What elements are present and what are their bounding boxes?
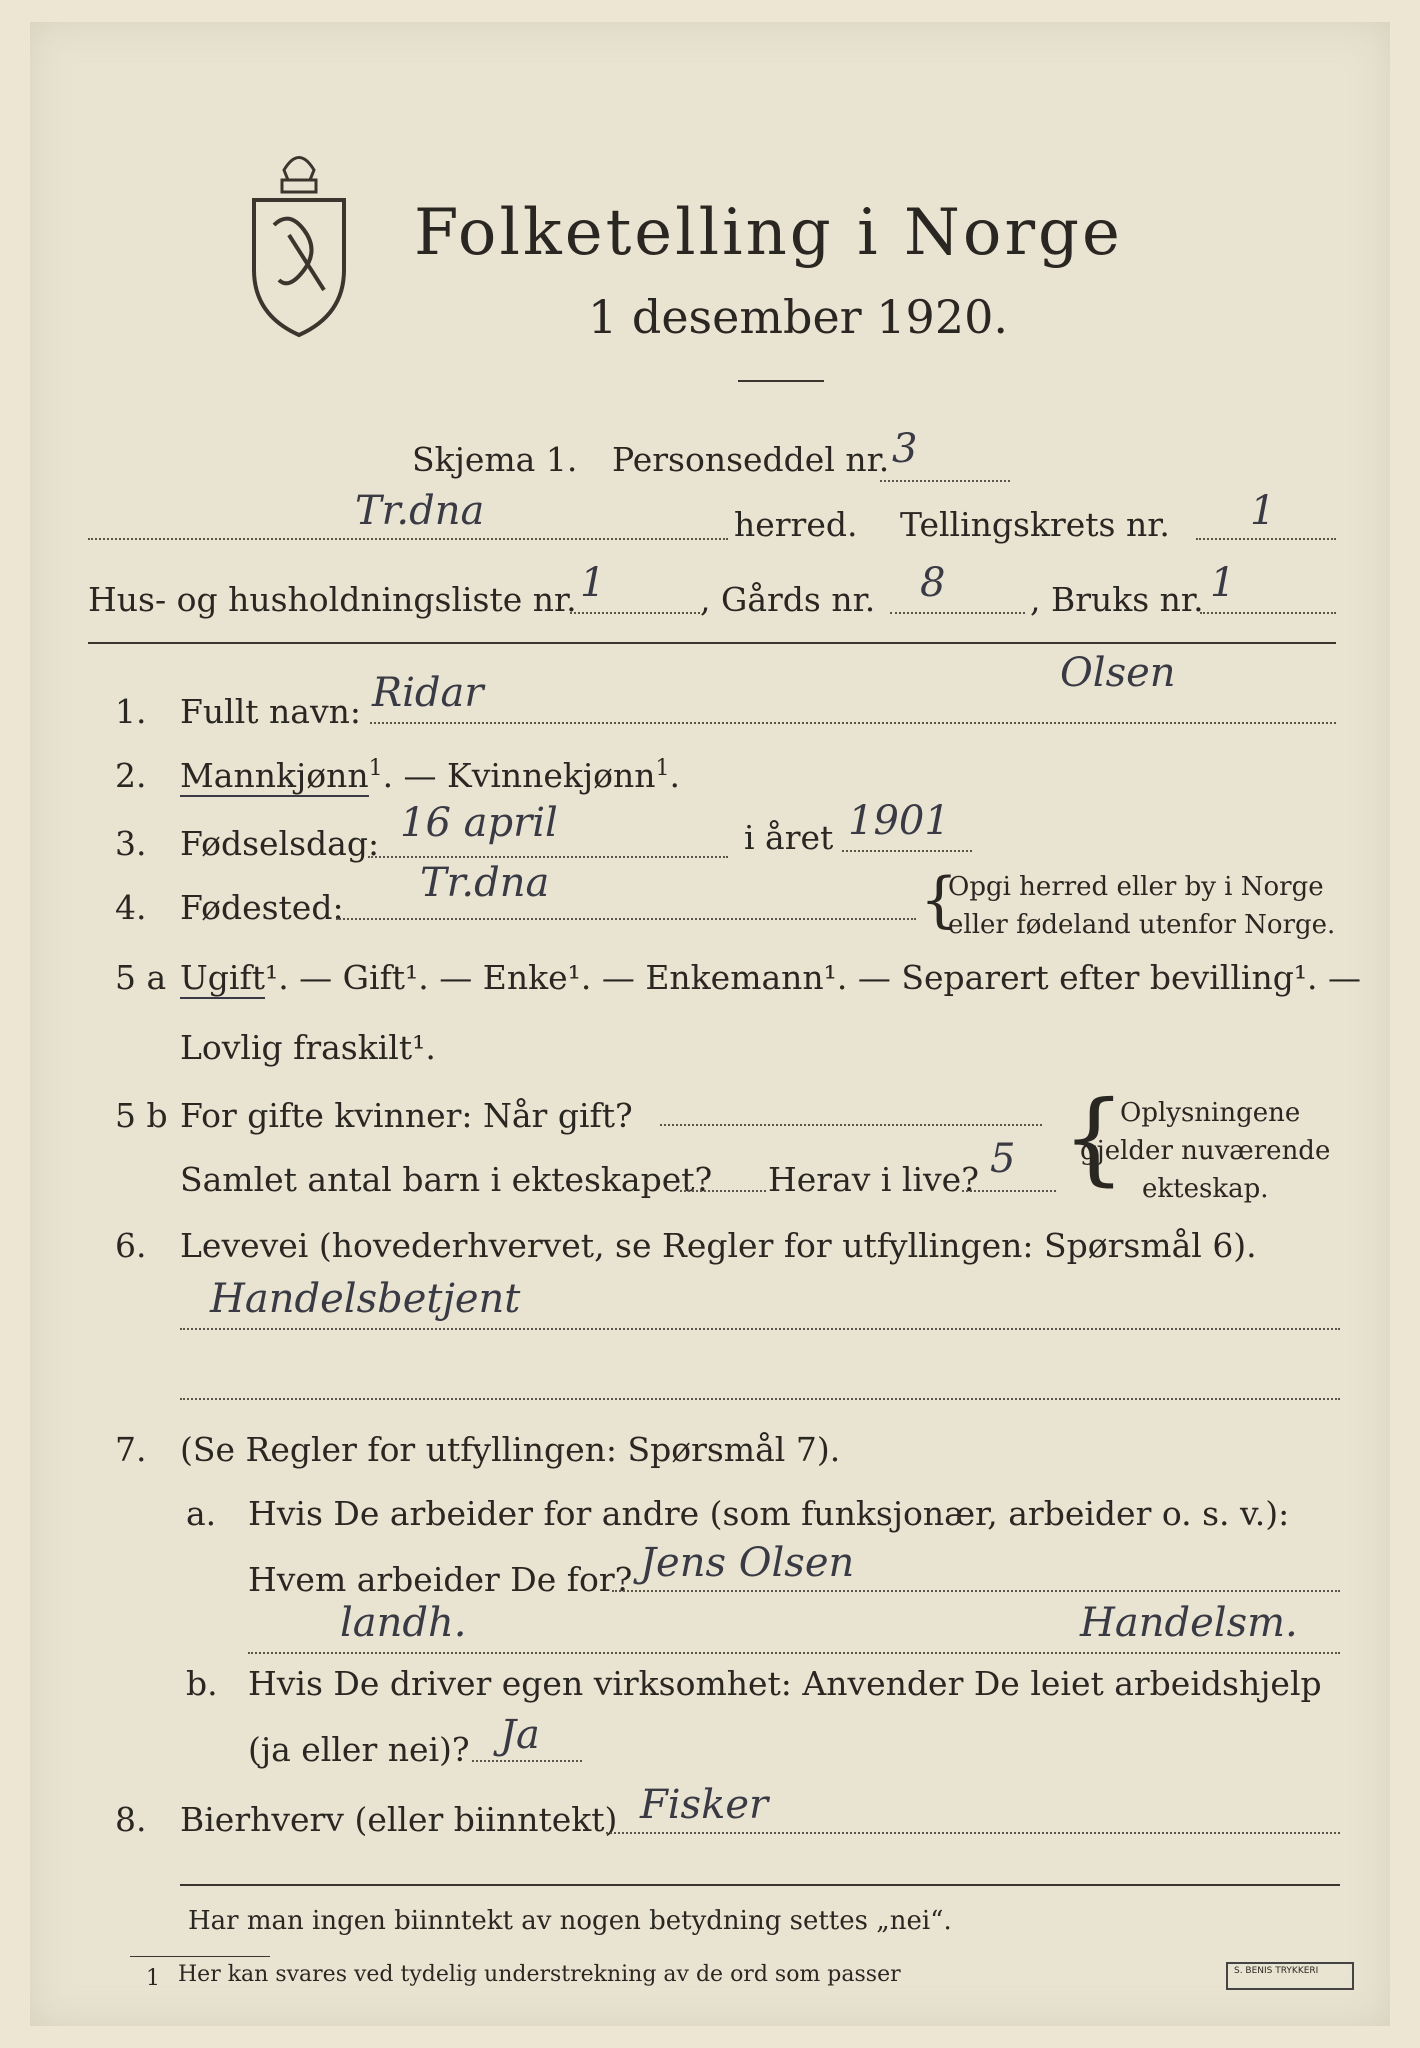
q3-year-label: i året xyxy=(744,818,834,857)
q2-number: 2. xyxy=(115,756,147,795)
q4-note-line-1: Opgi herred eller by i Norge xyxy=(948,872,1324,902)
q3-year-value: 1901 xyxy=(848,798,950,844)
q8-rule xyxy=(180,1884,1340,1886)
tellingskrets-value: 1 xyxy=(1250,488,1276,534)
q5b-note-line-3: ekteskap. xyxy=(1142,1174,1269,1204)
q2-separator: . — Kvinnekjønn xyxy=(382,756,656,795)
title-divider xyxy=(738,380,824,382)
q7a-employer-value: Jens Olsen xyxy=(640,1540,855,1586)
q7a-sub-label: Hvem arbeider De for? xyxy=(248,1560,633,1599)
q5a-options xyxy=(180,958,1361,997)
q4-label: Fødested: xyxy=(180,888,344,927)
bruks-value: 1 xyxy=(1210,560,1236,606)
hus-label: Hus- og husholdningsliste nr. xyxy=(88,580,577,619)
q5b-line xyxy=(660,1124,1042,1126)
bruks-line xyxy=(1200,612,1336,614)
printer-stamp xyxy=(1226,1962,1354,1990)
hus-value: 1 xyxy=(580,560,606,606)
footnote-number: 1 xyxy=(146,1966,160,1991)
hus-line xyxy=(570,612,700,614)
q3-line xyxy=(368,856,728,858)
q1-first-name: Ridar xyxy=(372,670,484,716)
q2-footnote-mark-2: 1 xyxy=(655,756,670,781)
herred-label: herred. xyxy=(734,505,858,544)
q7b-line xyxy=(472,1760,582,1762)
q5b-children-line xyxy=(680,1190,766,1192)
q7b-letter: b. xyxy=(186,1664,218,1703)
q7a-line-2 xyxy=(248,1652,1340,1654)
header-divider xyxy=(88,642,1336,644)
q4-birthplace-value: Tr.dna xyxy=(420,860,550,906)
gards-label: , Gårds nr. xyxy=(700,580,876,619)
q1-number: 1. xyxy=(115,692,147,731)
q7a-letter: a. xyxy=(186,1494,217,1533)
q5b-note-line-2: gjelder nuværende xyxy=(1080,1136,1331,1166)
q5a-number: 5 a xyxy=(115,958,167,997)
footnote-text: Her kan svares ved tydelig understrekning av de ord som passer xyxy=(178,1962,901,1987)
q8-number: 8. xyxy=(115,1800,147,1839)
q8-side-income-value: Fisker xyxy=(640,1782,769,1828)
gards-line xyxy=(890,612,1025,614)
q5a-line-2: Lovlig fraskilt¹. xyxy=(180,1028,436,1067)
personseddel-value: 3 xyxy=(892,426,918,472)
q5a-other-options: ¹. — Gift¹. — Enke¹. — Enkemann¹. — Separert efter bevilling¹. — xyxy=(264,958,1362,997)
q7a-line-1 xyxy=(612,1590,1340,1592)
tellingskrets-label: Tellingskrets nr. xyxy=(900,505,1170,544)
tellingskrets-line xyxy=(1196,538,1336,540)
q5a-ugift-option: Ugift xyxy=(180,958,265,997)
q1-line xyxy=(370,722,1336,724)
q6-line-2 xyxy=(180,1398,1340,1400)
q1-last-name: Olsen xyxy=(1060,650,1176,696)
q5b-alive-label: Herav i live? xyxy=(768,1160,979,1199)
form-title: Folketelling i Norge xyxy=(414,196,1123,270)
q5b-label: For gifte kvinner: Når gift? xyxy=(180,1096,633,1135)
q4-note-line-2: eller fødeland utenfor Norge. xyxy=(948,910,1336,940)
q7-label: (Se Regler for utfyllingen: Spørsmål 7). xyxy=(180,1430,841,1469)
q2-male-option: Mannkjønn xyxy=(180,756,369,795)
q2-end: . xyxy=(669,756,681,795)
q6-number: 6. xyxy=(115,1226,147,1265)
printer-stamp-text: S. BENIS TRYKKERI xyxy=(1234,1966,1319,1976)
coat-of-arms-emblem xyxy=(244,140,354,340)
q5b-brace: { xyxy=(1062,1079,1126,1196)
q8-label: Bierhverv (eller biinntekt) xyxy=(180,1800,618,1839)
q6-occupation-value: Handelsbetjent xyxy=(210,1276,521,1322)
q5b-note-line-1: Oplysningene xyxy=(1120,1098,1301,1128)
q4-brace: { xyxy=(920,865,959,935)
q4-number: 4. xyxy=(115,888,147,927)
q7b-answer-value: Ja xyxy=(500,1712,540,1758)
personseddel-label: Personseddel nr. xyxy=(612,440,890,479)
q5b-number: 5 b xyxy=(115,1096,168,1135)
q7a-employer-type: Handelsm. xyxy=(1080,1600,1298,1646)
q5b-children-label: Samlet antal barn i ekteskapet? xyxy=(180,1160,713,1199)
q3-label: Fødselsdag: xyxy=(180,824,380,863)
q7a-employer-place: landh. xyxy=(340,1600,467,1646)
q1-label: Fullt navn: xyxy=(180,692,361,731)
q7b-sub-label: (ja eller nei)? xyxy=(248,1730,470,1769)
q7a-label: Hvis De arbeider for andre (som funksjonær, arbeider o. s. v.): xyxy=(248,1494,1290,1533)
q8-line xyxy=(606,1832,1340,1834)
herred-line xyxy=(88,538,728,540)
census-date: 1 desember 1920. xyxy=(588,290,1008,344)
q2-footnote-mark-1: 1 xyxy=(368,756,383,781)
q5b-alive-value: 5 xyxy=(990,1136,1016,1182)
q5b-alive-line xyxy=(962,1190,1056,1192)
personseddel-line xyxy=(880,480,1010,482)
q3-year-line xyxy=(842,850,972,852)
q3-birthday-value: 16 april xyxy=(400,800,558,846)
q3-number: 3. xyxy=(115,824,147,863)
skjema-label: Skjema 1. xyxy=(412,440,578,479)
footnote-divider xyxy=(130,1956,270,1957)
herred-value: Tr.dna xyxy=(355,488,485,534)
bruks-label: , Bruks nr. xyxy=(1030,580,1204,619)
q6-label: Levevei (hovederhvervet, se Regler for utfyllingen: Spørsmål 6). xyxy=(180,1226,1257,1265)
q6-line-1 xyxy=(180,1328,1340,1330)
q7-number: 7. xyxy=(115,1430,147,1469)
footer-note: Har man ingen biinntekt av nogen betydning settes „nei“. xyxy=(188,1906,952,1936)
gards-value: 8 xyxy=(920,560,946,606)
q4-line xyxy=(336,918,916,920)
q7b-label: Hvis De driver egen virksomhet: Anvender De leiet arbeidshjelp xyxy=(248,1664,1322,1703)
q2-options xyxy=(180,756,680,795)
